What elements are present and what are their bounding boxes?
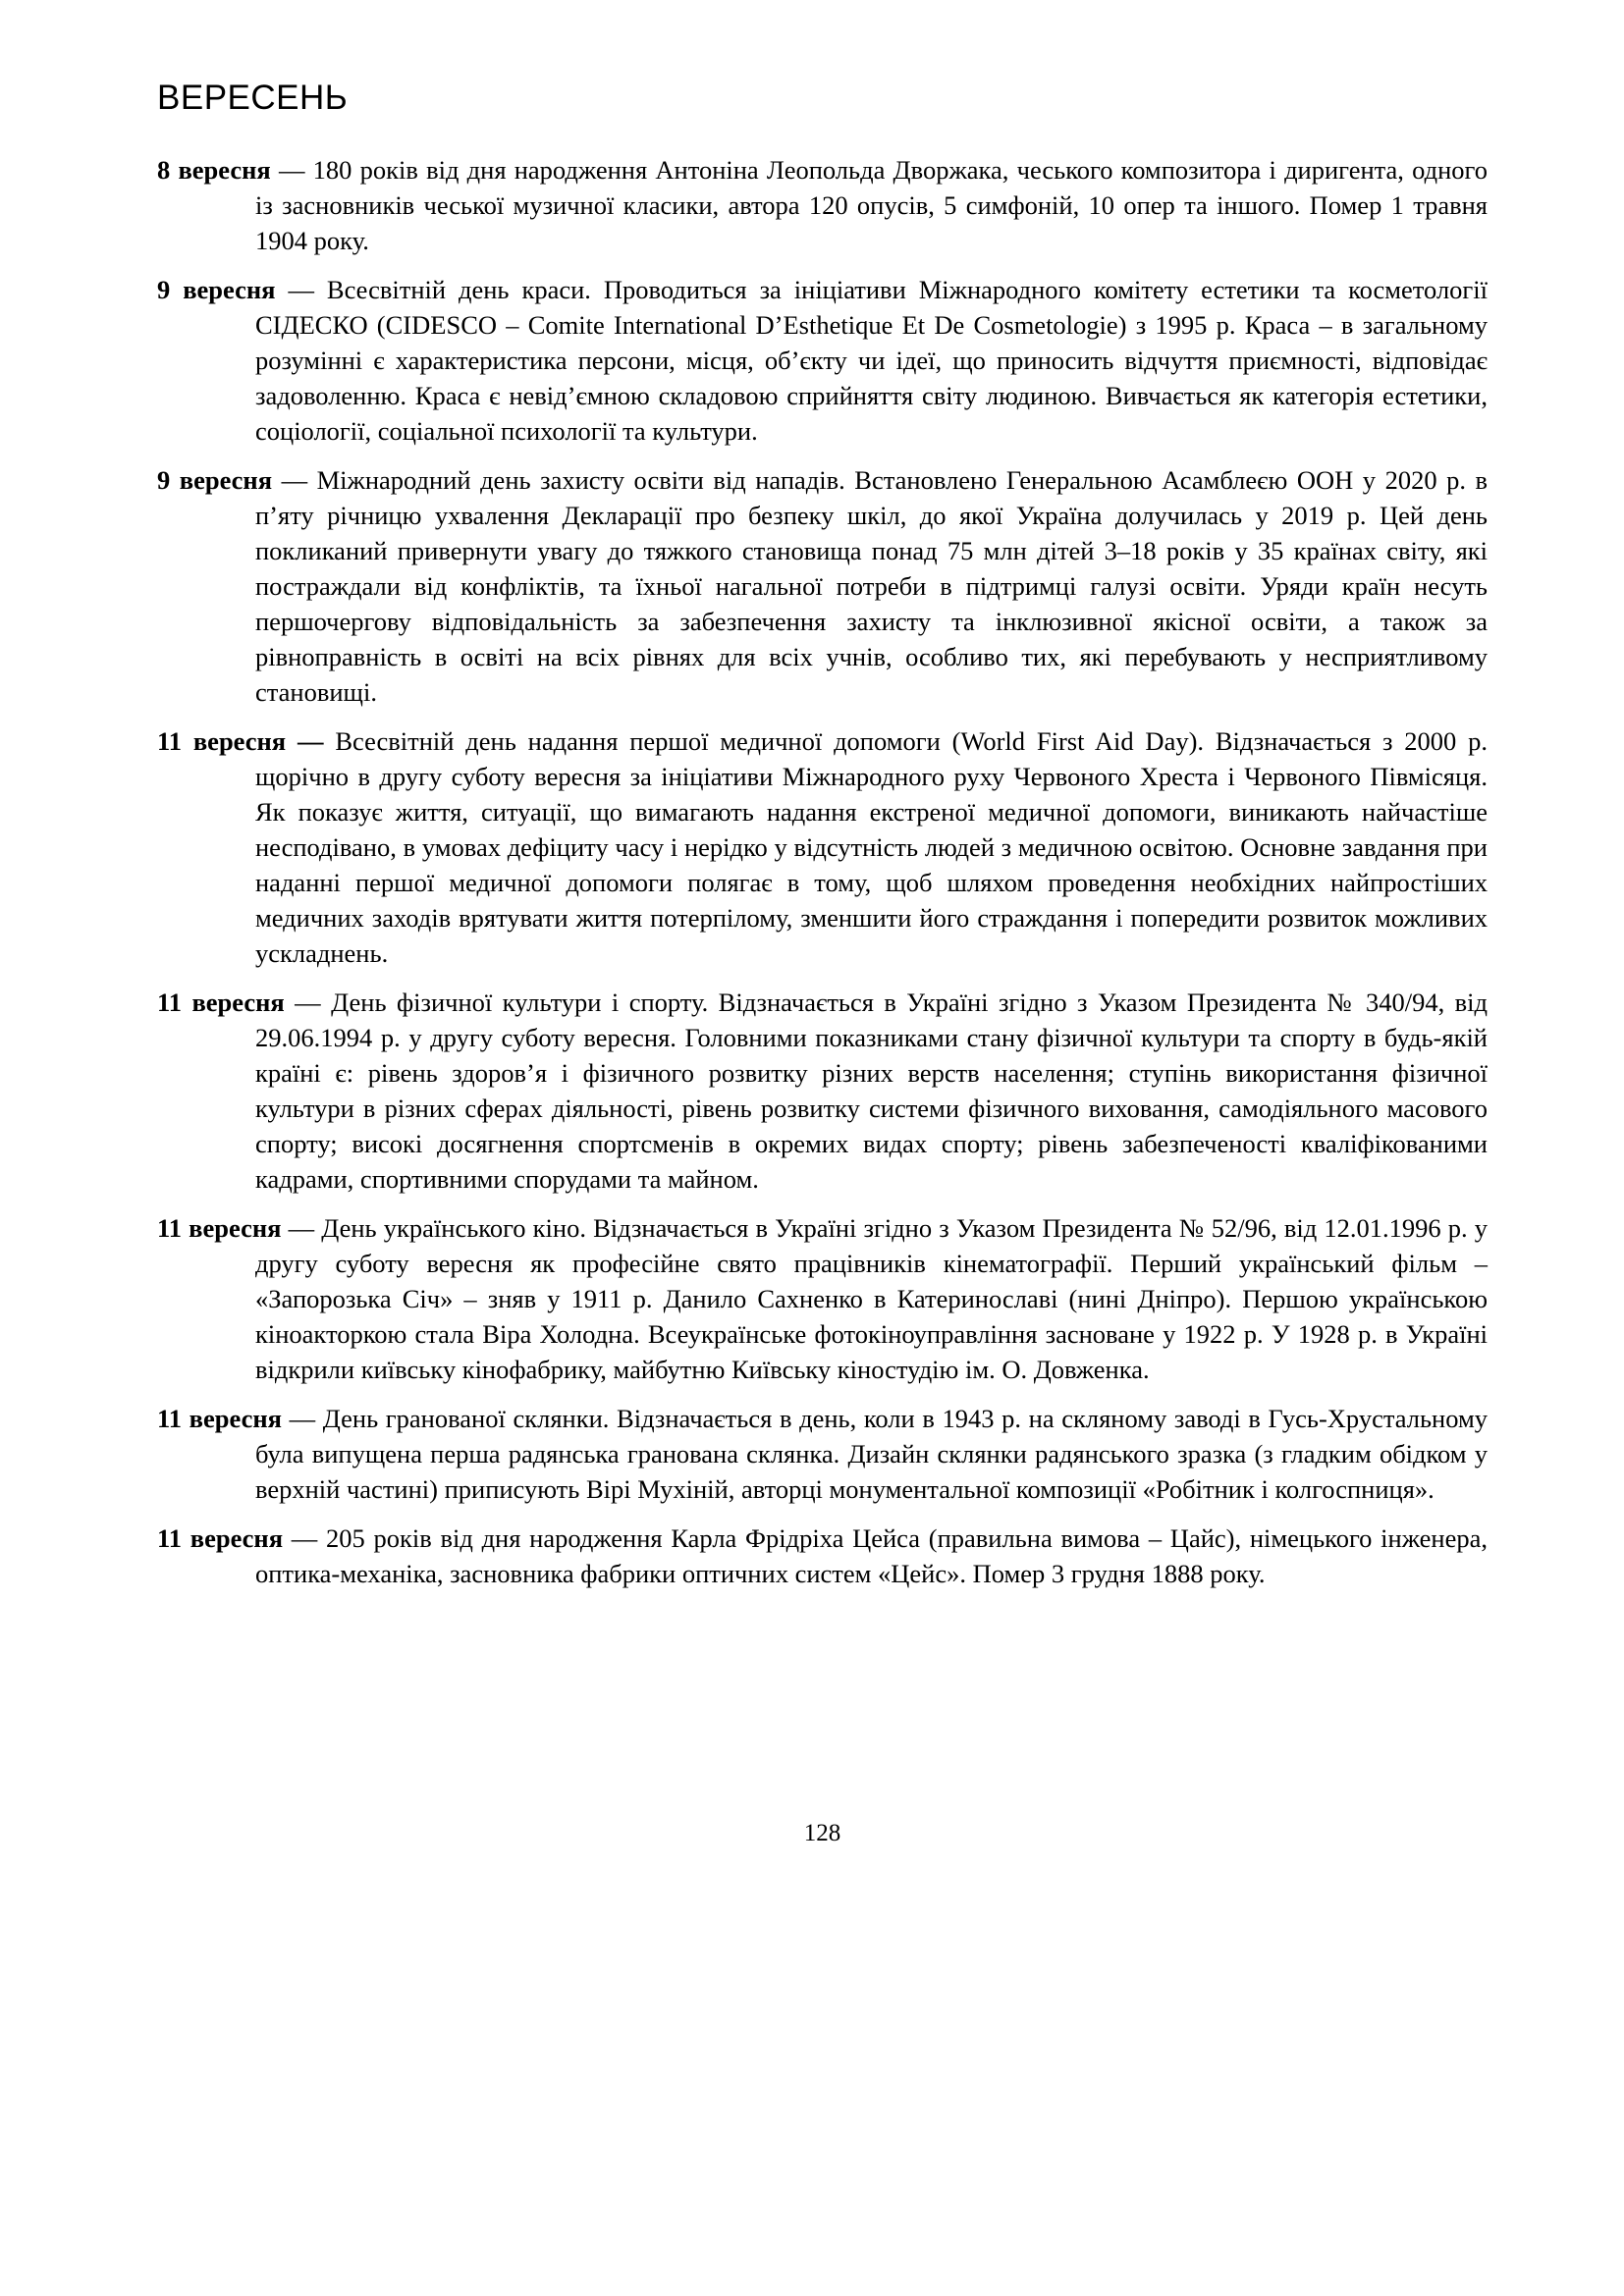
event-entry [157,1401,1488,1507]
page-number: 128 [803,1820,841,1846]
event-description: — 180 років від дня народження Антоніна Леопольда Дворжака, чеського композитора і диригента, одного із засновників чеської музичної класики, автора 120 опусів, 5 симфоній, 10 опер та іншого. Помер 1 травня 1904 року. [255,155,1489,255]
event-entry [157,152,1488,258]
event-description: — День фізичної культури і спорту. Відзначається в Україні згідно з Указом Президента № 340/94, від 29.06.1994 р. у другу суботу вересня. Головними показниками стану фізичної культури та спорту в будь-якій країні є: рівень здоров’я і фізичного розвитку різних верств населення; ступінь використання фізичної культури в різних сферах діяльності, рівень розвитку системи фізичного виховання, самодіяльного масового спорту; високі досягнення спортсменів в окремих видах спорту; рівень забезпеченості кваліфікованими кадрами, спортивними спорудами та майном. [255,988,1488,1194]
event-description: — День українського кіно. Відзначається в Україні згідно з Указом Президента № 52/96, від 12.01.1996 р. у другу суботу вересня як професійне свято працівників кінематографії. Перший український фільм – «Запорозька Січ» – зняв у 1911 р. Данило Сахненко в Катеринославі (нині Дніпро). Першою українською кіноакторкою стала Віра Холодна. Всеукраїнське фотокіноуправління засноване у 1922 р. У 1928 р. в Україні відкрили київську кінофабрику, майбутню Київську кіностудію ім. О. Довженка. [255,1213,1488,1384]
event-date: 11 вересня [157,1523,284,1553]
event-entry [157,985,1488,1197]
event-entry [157,1521,1488,1591]
event-entry [157,272,1488,449]
event-entry [157,462,1488,710]
event-description: Всесвітній день надання першої медичної допомоги (World First Aid Day). Відзначається з 2000 р. щорічно в другу суботу вересня за ініціативи Міжнародного руху Червоного Хреста і Червоного Півмісяця. Як показує життя, ситуації, що вимагають надання екстреної медичної допомоги, виникають найчастіше несподівано, в умовах дефіциту часу і нерідко у відсутність людей з медичною освітою. Основне завдання при наданні першої медичної допомоги полягає в тому, щоб шляхом проведення необхідних найпростіших медичних заходів врятувати життя потерпілому, зменшити його страждання і попередити розвиток можливих ускладнень. [255,726,1488,968]
events-list [157,152,1488,1605]
event-entry [157,1210,1488,1387]
month-heading: ВЕРЕСЕНЬ [157,79,349,117]
event-date: 11 вересня [157,988,285,1017]
event-date: 11 вересня — [157,726,324,756]
event-date: 8 вересня [157,155,271,185]
event-description: — 205 років від дня народження Карла Фрідріха Цейса (правильна вимова – Цайс), німецького інженера, оптика-механіка, засновника фабрики оптичних систем «Цейс». Помер 3 грудня 1888 року. [255,1523,1488,1588]
event-date: 11 вересня [157,1404,282,1433]
event-description: — Всесвітній день краси. Проводиться за ініціативи Міжнародного комітету естетики та косметології СІДЕСКО (CIDESCO – Comite International D’Esthetique Et De Cosmetologie) з 1995 р. Краса – в загальному розумінні є характеристика персони, місця, об’єкту чи ідеї, що приносить відчуття приємності, відповідає задоволенню. Краса є невід’ємною складовою сприйняття світу людиною. Вивчається як категорія естетики, соціології, соціальної психології та культури. [255,275,1489,446]
event-description: — День гранованої склянки. Відзначається в день, коли в 1943 р. на скляному заводі в Гусь-Хрустальному була випущена перша радянська гранована склянка. Дизайн склянки радянського зразка (з гладким обідком у верхній частині) приписують Вірі Мухіній, авторці монументальної композиції «Робітник і колгоспниця». [255,1404,1488,1504]
event-date: 11 вересня [157,1213,282,1243]
event-date: 9 вересня [157,275,276,304]
event-description: — Міжнародний день захисту освіти від нападів. Встановлено Генеральною Асамблеєю ООН у 2020 р. в п’яту річницю ухвалення Декларації про безпеку шкіл, до якої Україна долучилась у 2019 р. Цей день покликаний привернути увагу до тяжкого становища понад 75 млн дітей 3–18 років у 35 країнах світу, які постраждали від конфліктів, та їхньої нагальної потреби в підтримці галузі освіти. Уряди країн несуть першочергову відповідальність за забезпечення захисту та інклюзивної якісної освіти, а також за рівноправність в освіті на всіх рівнях для всіх учнів, особливо тих, які перебувають у несприятливому становищі. [255,465,1488,707]
event-date: 9 вересня [157,465,273,495]
event-entry [157,723,1488,971]
